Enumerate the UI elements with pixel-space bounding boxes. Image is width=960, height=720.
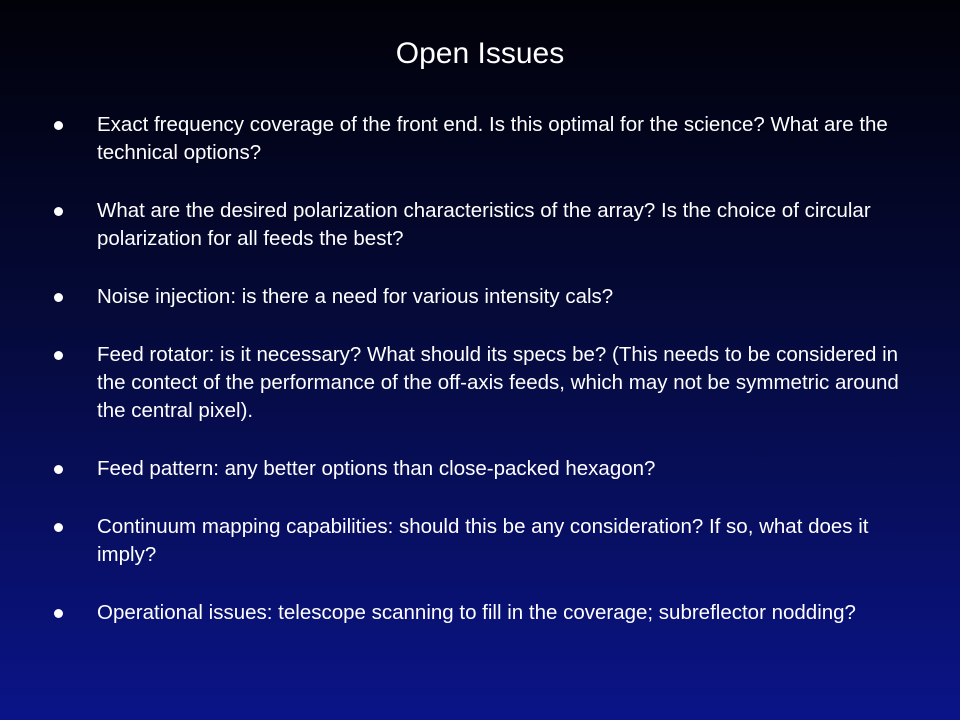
bullet-dot-icon xyxy=(54,609,63,618)
slide-title: Open Issues xyxy=(395,37,565,70)
bullet-dot-icon xyxy=(54,523,63,532)
bullet-item xyxy=(54,341,914,425)
bullet-text: Operational issues: telescope scanning to fill in the coverage; subreflector nodding? xyxy=(97,601,856,624)
bullet-list xyxy=(54,111,914,657)
bullet-item xyxy=(54,513,914,569)
bullet-dot-icon xyxy=(54,293,63,302)
bullet-text: Feed rotator: is it necessary? What should its specs be? (This needs to be considered in the contect of the performance of the off-axis feeds, which may not be symmetric around the central pixel). xyxy=(97,343,899,422)
bullet-item xyxy=(54,197,914,253)
bullet-item xyxy=(54,111,914,167)
bullet-dot-icon xyxy=(54,465,63,474)
bullet-text: Noise injection: is there a need for various intensity cals? xyxy=(97,285,614,308)
bullet-dot-icon xyxy=(54,351,63,360)
bullet-dot-icon xyxy=(54,207,63,216)
bullet-item xyxy=(54,599,914,627)
bullet-text: Feed pattern: any better options than close-packed hexagon? xyxy=(97,457,656,480)
bullet-dot-icon xyxy=(54,121,63,130)
bullet-item xyxy=(54,455,914,483)
bullet-text: What are the desired polarization characteristics of the array? Is the choice of circular polarization for all feeds the best? xyxy=(97,199,871,250)
bullet-text: Continuum mapping capabilities: should this be any consideration? If so, what does it imply? xyxy=(97,515,869,566)
bullet-text: Exact frequency coverage of the front end. Is this optimal for the science? What are the technical options? xyxy=(97,113,888,164)
bullet-item xyxy=(54,283,914,311)
